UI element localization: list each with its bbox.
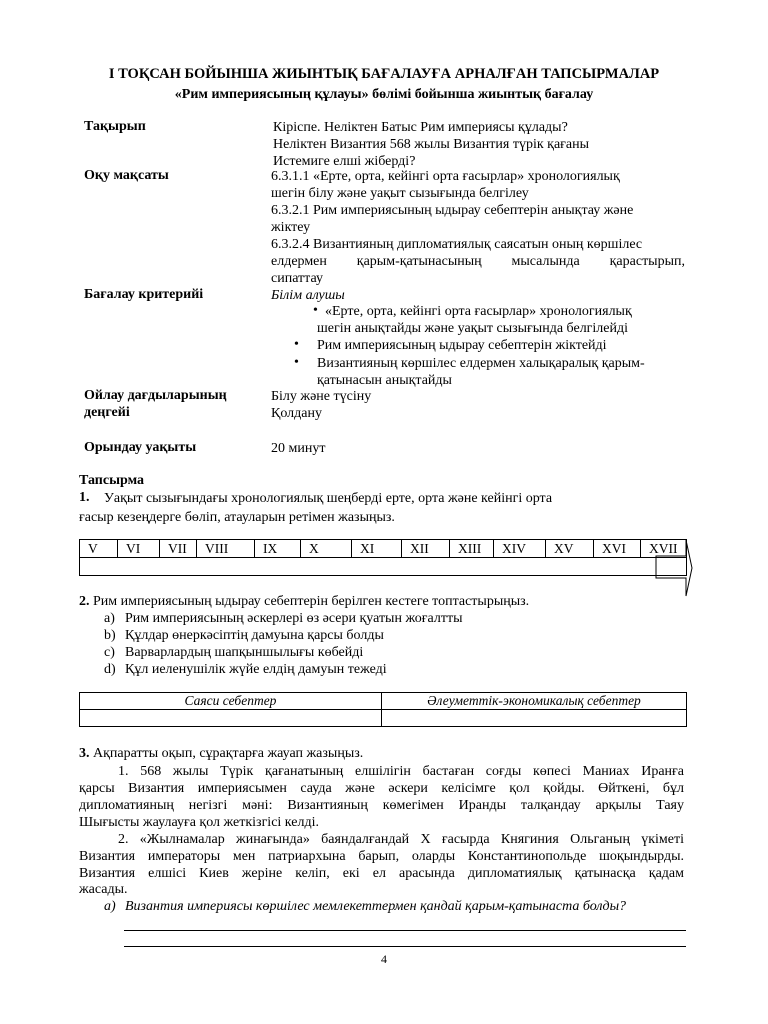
q1-text-line-1: Уақыт сызығындағы хронологиялық шеңберді ерте, орта және кейінгі орта [104,491,553,506]
goal-line-3: 6.3.2.1 Рим империясының ыдырау себептерін анықтау және [271,203,634,218]
century-cell: VIII [197,540,255,558]
topic-line-1: Кіріспе. Неліктен Батыс Рим империясы құлады? [273,120,568,135]
q3-number: 3. [79,746,90,761]
qa-letter: a) [104,899,116,914]
answer-line[interactable] [124,930,686,931]
goal-line-7: сипаттау [271,271,323,286]
political-causes-header: Саяси себептер [80,693,382,710]
q2-option-d-text: Құл иеленушілік жүйе елдің дамуын тежеді [125,662,387,677]
century-cell: XVI [594,540,641,558]
goal-label: Оқу мақсаты [84,168,169,183]
century-cell: XVII [641,540,687,558]
document-title: І ТОҚСАН БОЙЫНША ЖИЫНТЫҚ БАҒАЛАУҒА АРНАЛҒАН ТАПСЫРМАЛАР [108,66,660,82]
criteria-intro: Білім алушы [271,288,345,303]
criteria-item-3-line-2: қатынасын анықтайды [317,373,452,388]
q2-option-b-text: Құлдар өнеркәсіптің дамуына қарсы болды [125,628,384,643]
bullet-icon: • [294,337,299,352]
q2-number: 2. [79,594,90,609]
answer-line[interactable] [124,946,686,947]
socioeconomic-causes-header: Әлеуметтік-экономикалық себептер [382,693,687,710]
p1-line-3: дипломатияның негізгі мәні: Византияның көмегімен Иранды талқандау арқылы Таяу [79,798,684,813]
criteria-label: Бағалау критерийі [84,287,204,302]
q2-option-d-letter: d) [104,662,116,677]
century-cell: V [80,540,118,558]
century-cell: XII [402,540,450,558]
skills-label-line-1: Ойлау дағдыларының [84,388,227,403]
goal-line-6: елдермен қарым-қатынасының мысалында қарастырып, [271,254,685,269]
criteria-item-3-line-1: Византияның көршілес елдермен халықаралық қарым- [317,356,645,371]
century-cell: XIII [450,540,494,558]
q2-option-c-text: Варварлардың шапқыншылығы көбейді [125,645,364,660]
skills-label-line-2: деңгейі [84,405,130,420]
goal-line-5: 6.3.2.4 Византияның дипломатиялық саясатын оның көршілес [271,237,643,252]
political-causes-cell[interactable] [80,710,382,727]
q2-option-a-letter: a) [104,611,115,626]
skills-line-1: Білу және түсіну [271,389,372,404]
topic-line-3: Истемиге елші жіберді? [273,154,416,169]
p2-line-2: Византия императоры мен патриархына барып, оларды Константинопольде шоқындырды. [79,849,684,864]
timeline-answer-row[interactable] [80,558,687,576]
goal-line-2: шегін білу және уақыт сызығында белгілеу [271,186,529,201]
task-heading: Тапсырма [79,473,145,488]
q2-text: Рим империясының ыдырау себептерін берілген кестеге топтастырыңыз. [93,594,530,609]
century-cell: IX [255,540,301,558]
century-cell: VII [160,540,197,558]
document-subtitle: «Рим империясының құлауы» бөлімі бойынша жиынтық бағалау [174,87,594,102]
q1-number: 1. [79,490,90,505]
criteria-item-1-line-1: «Ерте, орта, кейінгі орта ғасырлар» хронологиялық [325,304,632,319]
p1-line-1: 1. 568 жылы Түрік қағанатының елшілігін бастаған соғды көпесі Маниах Иранға [118,764,684,779]
century-cell: X [301,540,352,558]
criteria-item-2: Рим империясының ыдырау себептерін жіктейді [317,338,607,353]
q2-option-c-letter: c) [104,645,115,660]
time-value: 20 минут [271,441,326,456]
p1-line-2: қарсы Византия империясымен сауда және әскери келісімге қол қойды. Өйткені, бұл [79,781,684,796]
century-cell: XIV [494,540,546,558]
timeline-arrow-icon [652,536,694,598]
p2-line-1: 2. «Жылнамалар жинағында» баяндалғандай Х ғасырда Княгиния Ольганың үкіметі [118,832,684,847]
bullet-icon: • [294,355,299,370]
p2-line-3: Византия елшісі Киев жеріне келіп, екі ел арасында дипломатиялық қатынасқа қадам [79,866,684,881]
q2-option-b-letter: b) [104,628,116,643]
century-cell: XV [546,540,594,558]
causes-table [79,692,687,727]
timeline-table [79,539,687,576]
p2-line-4: жасады. [79,882,128,897]
q3-text: Ақпаратты оқып, сұрақтарға жауап жазыңыз. [93,746,364,761]
time-label: Орындау уақыты [84,440,197,455]
century-cell: VI [118,540,160,558]
q2-option-a-text: Рим империясының әскерлері өз әсери қуатын жоғалтты [125,611,463,626]
topic-label: Тақырып [84,119,146,134]
page-number: 4 [381,952,387,966]
goal-line-4: жіктеу [271,220,311,235]
criteria-item-1-line-2: шегін анықтайды және уақыт сызығында белгілейді [317,321,629,336]
skills-line-2: Қолдану [271,406,322,421]
qa-text: Византия империясы көршілес мемлекеттермен қандай қарым-қатынаста болды? [125,899,627,914]
goal-line-1: 6.3.1.1 «Ерте, орта, кейінгі орта ғасырлар» хронологиялық [271,169,620,184]
p1-line-4: Шығысты жаулауға қол жеткізгісі келді. [79,815,319,830]
q1-text-line-2: ғасыр кезеңдерге бөліп, атауларын ретімен жазыңыз. [79,510,395,525]
topic-line-2: Неліктен Византия 568 жылы Византия түрік қағаны [273,137,590,152]
century-cell: XI [352,540,402,558]
bullet-icon: • [313,303,318,318]
socioeconomic-causes-cell[interactable] [382,710,687,727]
